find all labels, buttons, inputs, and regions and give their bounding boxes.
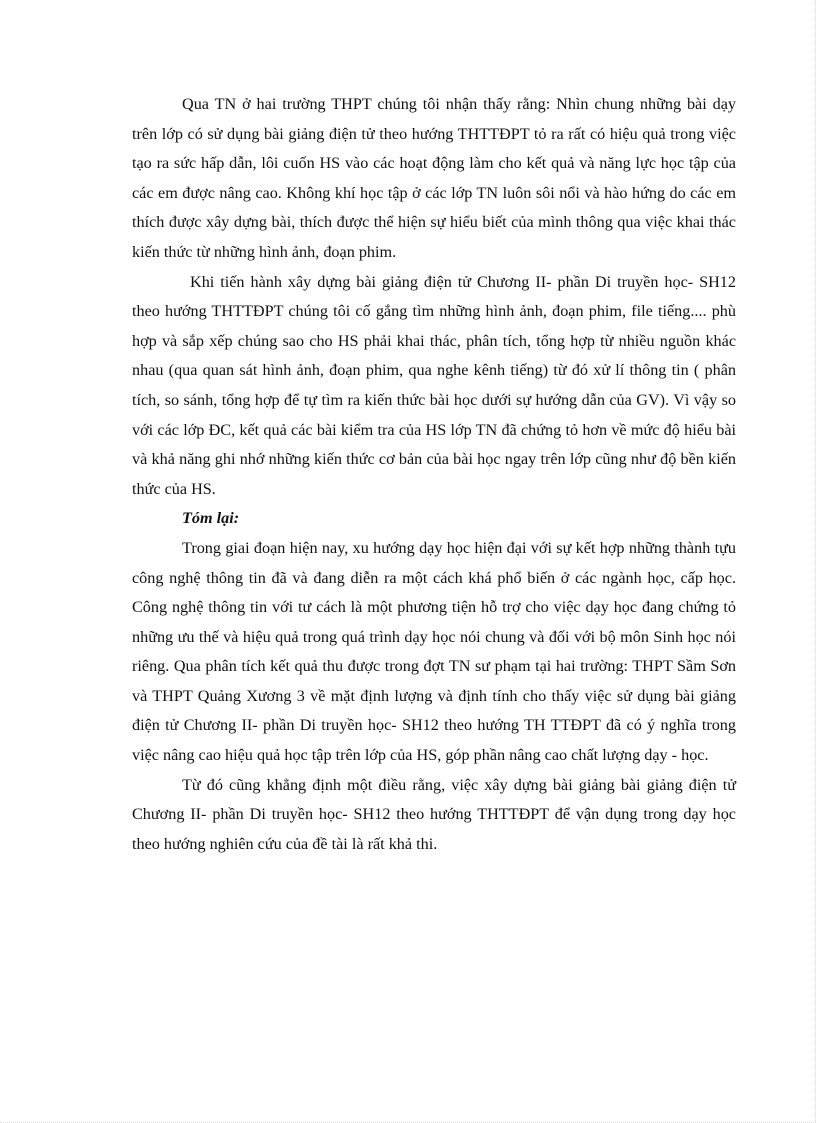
document-body — [132, 90, 736, 859]
paragraph-summary: Trong giai đoạn hiện nay, xu hướng dạy học hiện đại với sự kết hợp những thành tựu công nghệ thông tin đã và đang diễn ra một cách khá phổ biến ở các ngành học, cấp học. Công nghệ thông tin với tư cách là một phương tiện hỗ trợ cho việc dạy học đang chứng tỏ những ưu thế và hiệu quả trong quá trình dạy học nói chung và đối với bộ môn Sinh học nói riêng. Qua phân tích kết quả thu được trong đợt TN sư phạm tại hai trường: THPT Sầm Sơn và THPT Quảng Xương 3 về mặt định lượng và định tính cho thấy việc sử dụng bài giảng điện tử Chương II- phần Di truyền học- SH12 theo hướng TH TTĐPT đã có ý nghĩa trong việc nâng cao hiệu quả học tập trên lớp của HS, góp phần nâng cao chất lượng dạy - học. — [132, 538, 736, 765]
paragraph-experiment-results: Qua TN ở hai trường THPT chúng tôi nhận thấy rằng: Nhìn chung những bài dạy trên lớp có sử dụng bài giảng điện tử theo hướng THTTĐPT tỏ ra rất có hiệu quả trong việc tạo ra sức hấp dẫn, lôi cuốn HS vào các hoạt động làm cho kết quả và năng lực học tập của các em được nâng cao. Không khí học tập ở các lớp TN luôn sôi nổi và hào hứng do các em thích được xây dựng bài, thích được thể hiện sự hiểu biết của mình thông qua việc khai thác kiến thức từ những hình ảnh, đoạn phim. — [132, 95, 736, 261]
summary-heading: Tóm lại: — [182, 509, 240, 528]
paragraph-conclusion: Từ đó cũng khẳng định một điều rằng, việc xây dựng bài giảng bài giảng điện tử Chương II- phần Di truyền học- SH12 theo hướng THTTĐPT để vận dụng trong dạy học theo hướng nghiên cứu của đề tài là rất khả thi. — [132, 775, 736, 853]
paragraph-lesson-design: Khi tiến hành xây dựng bài giảng điện tử Chương II- phần Di truyền học- SH12 theo hướng THTTĐPT chúng tôi cố gắng tìm những hình ảnh, đoạn phim, file tiếng.... phù hợp và sắp xếp chúng sao cho HS phải khai thác, phân tích, tổng hợp từ nhiều nguồn khác nhau (qua quan sát hình ảnh, đoạn phim, qua nghe kênh tiếng) từ đó xử lí thông tin ( phân tích, so sánh, tổng hợp để tự tìm ra kiến thức bài học dưới sự hướng dẫn của GV). Vì vậy so với các lớp ĐC, kết quả các bài kiểm tra của HS lớp TN đã chứng tỏ hơn về mức độ hiểu bài và khả năng ghi nhớ những kiến thức cơ bản của bài học ngay trên lớp cũng như độ bền kiến thức của HS. — [132, 272, 736, 498]
